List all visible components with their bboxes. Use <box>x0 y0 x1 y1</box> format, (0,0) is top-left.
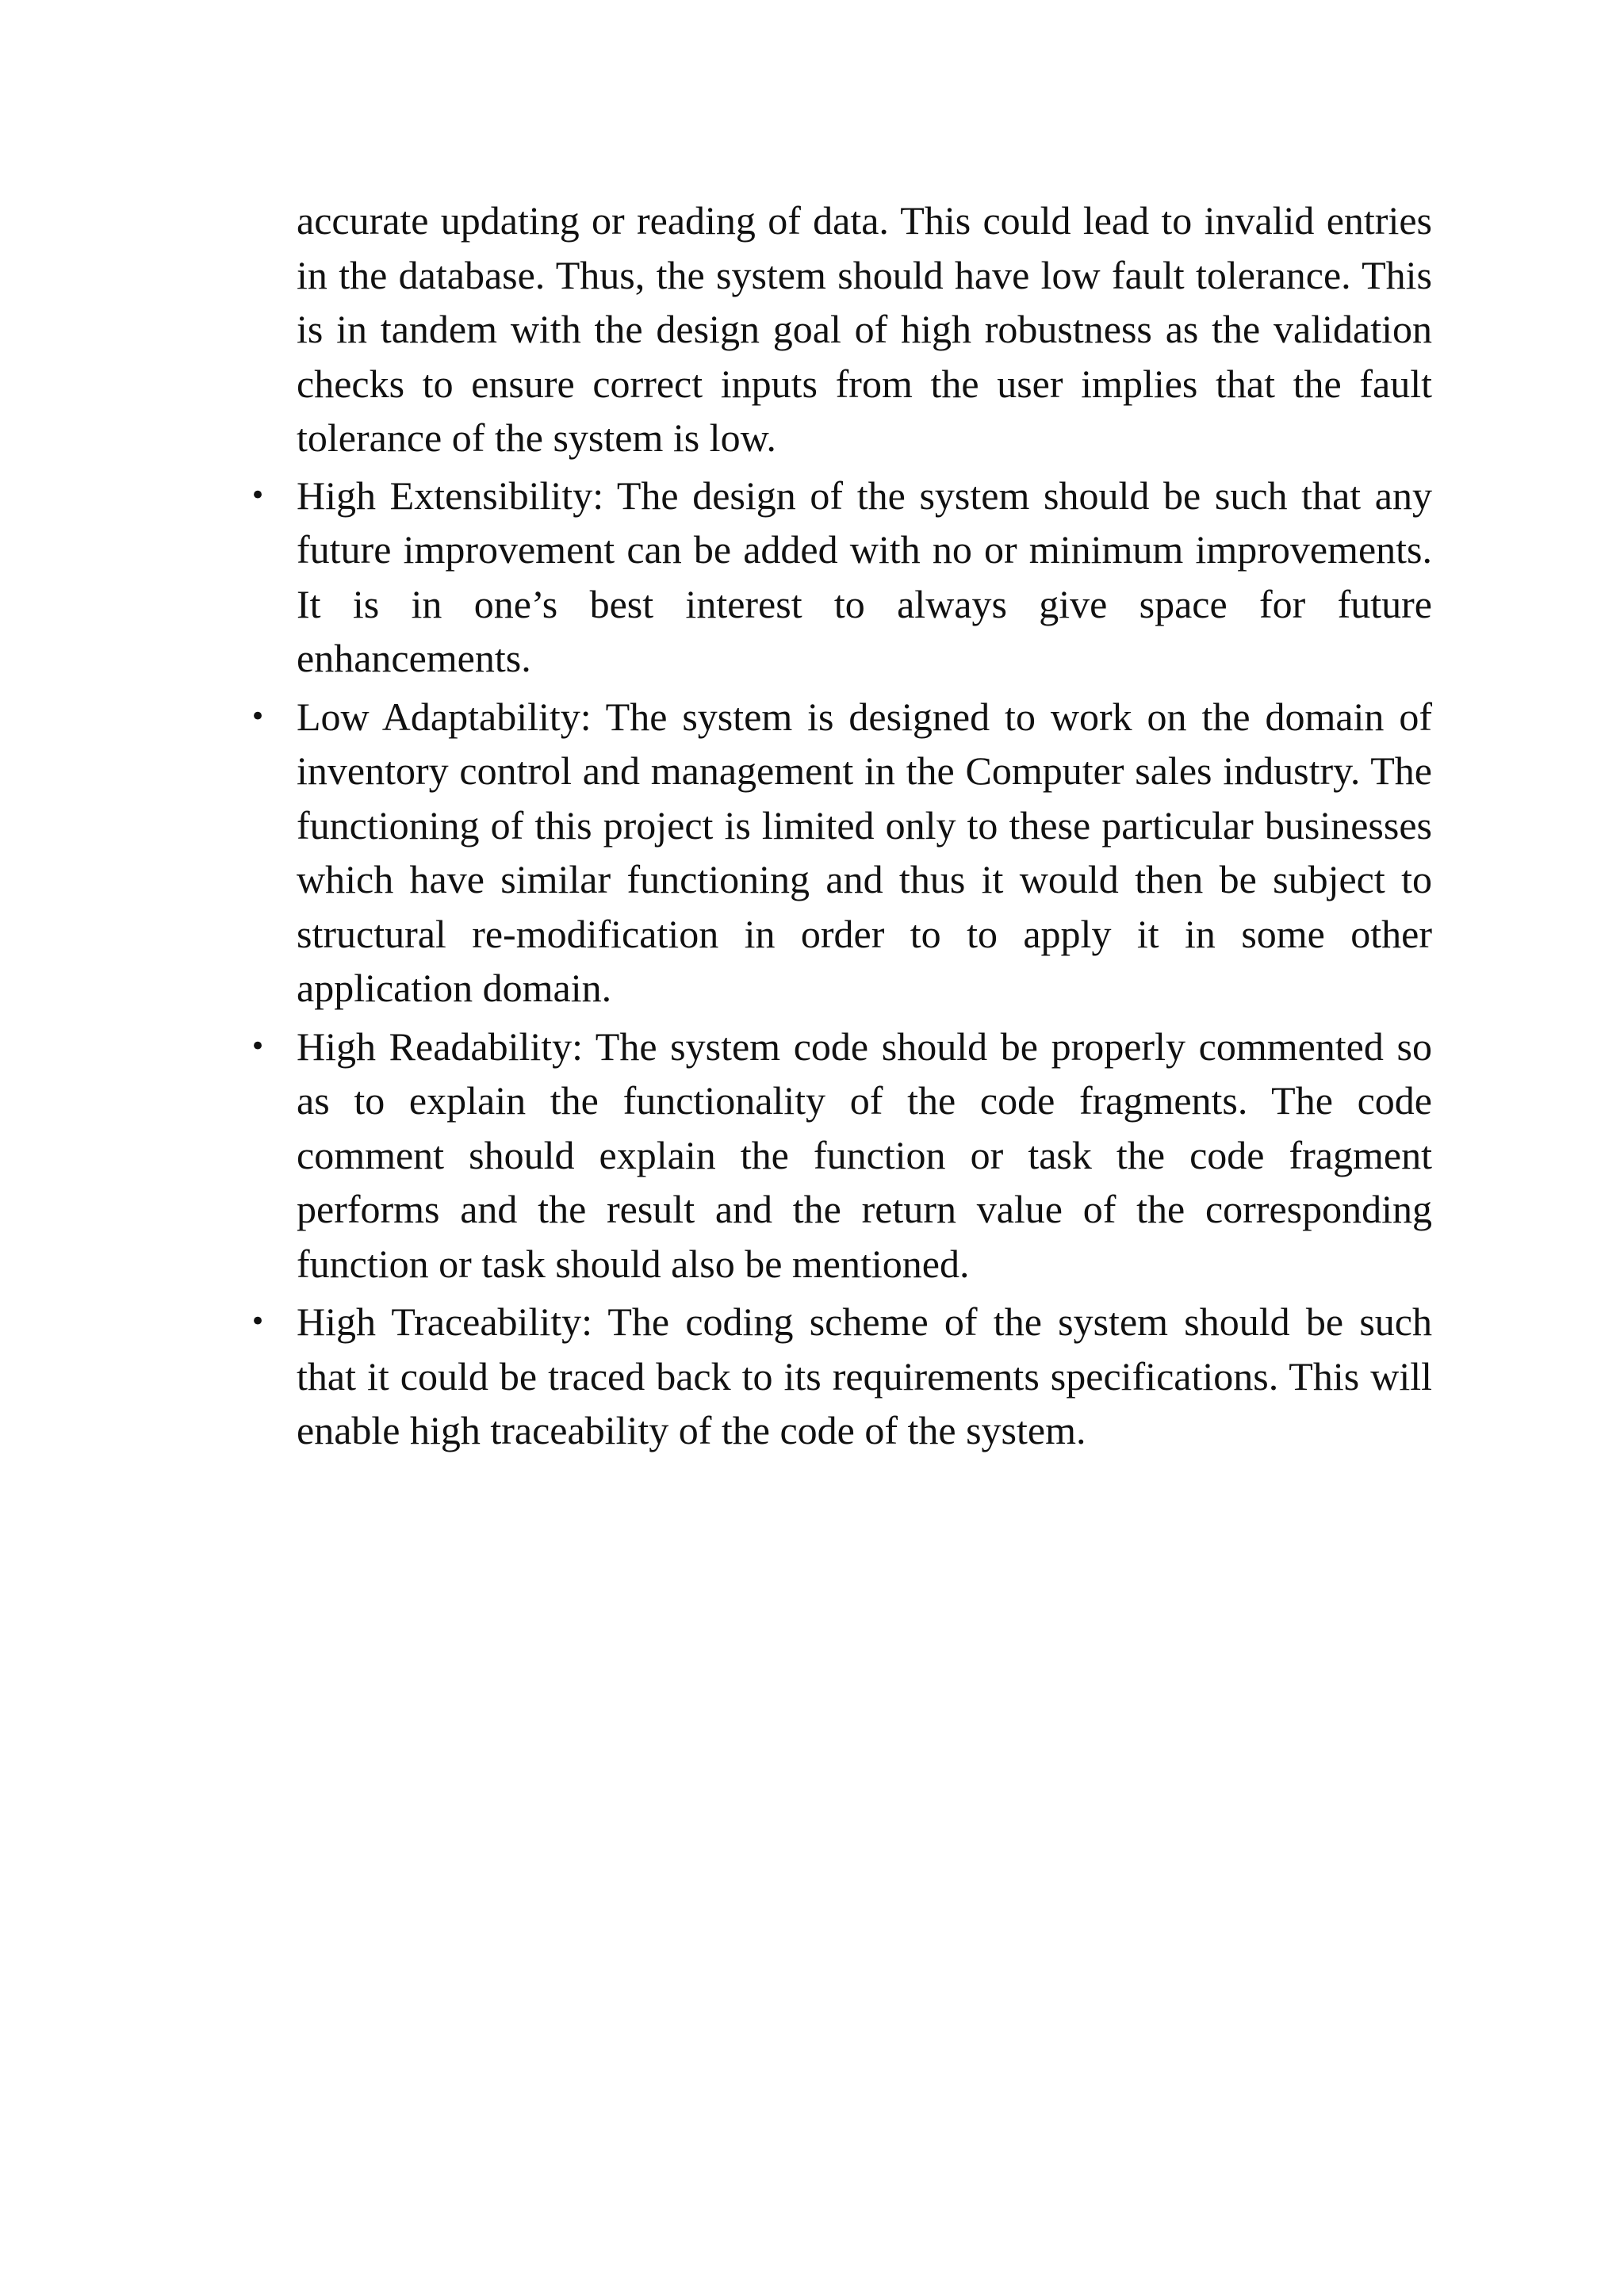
bullet-dot-icon: • <box>249 1030 266 1062</box>
bullet-traceability <box>249 1295 1432 1458</box>
bullet-dot-icon: • <box>249 479 266 511</box>
bullet-text: High Extensibility: The design of the system should be such that any future improvement can be added with no or minimum improvements. It is in one’s best interest to always give space for future enhancements. <box>297 473 1432 680</box>
requirements-bullet-list <box>249 469 1432 1458</box>
bullet-adaptability <box>249 690 1432 1016</box>
bullet-readability <box>249 1020 1432 1292</box>
bullet-dot-icon: • <box>249 700 266 733</box>
bullet-dot-icon: • <box>249 1306 266 1337</box>
bullet-text: Low Adaptability: The system is designed to work on the domain of inventory control and management in the Computer sales industry. The functioning of this project is limited only to these particular businesses which have similar functioning and thus it would then be subject to structural re-modification in order to to apply it in some other application domain. <box>297 694 1432 1010</box>
intro-paragraph: accurate updating or reading of data. This could lead to invalid entries in the database. Thus, the system should have low fault tolerance. This is in tandem with the design goal of high robustness as the validation checks to ensure correct inputs from the user implies that the fault tolerance of the system is low. <box>297 198 1432 460</box>
bullet-extensibility <box>249 469 1432 686</box>
document-body <box>249 193 1432 1462</box>
bullet-text: High Readability: The system code should be properly commented so as to explain the functionality of the code fragments. The code comment should explain the function or task the code fragment performs and the result and the return value of the corresponding function or task should also be mentioned. <box>297 1024 1432 1286</box>
bullet-text: High Traceability: The coding scheme of the system should be such that it could be traced back to its requirements specifications. This will enable high traceability of the code of the system. <box>297 1299 1432 1452</box>
